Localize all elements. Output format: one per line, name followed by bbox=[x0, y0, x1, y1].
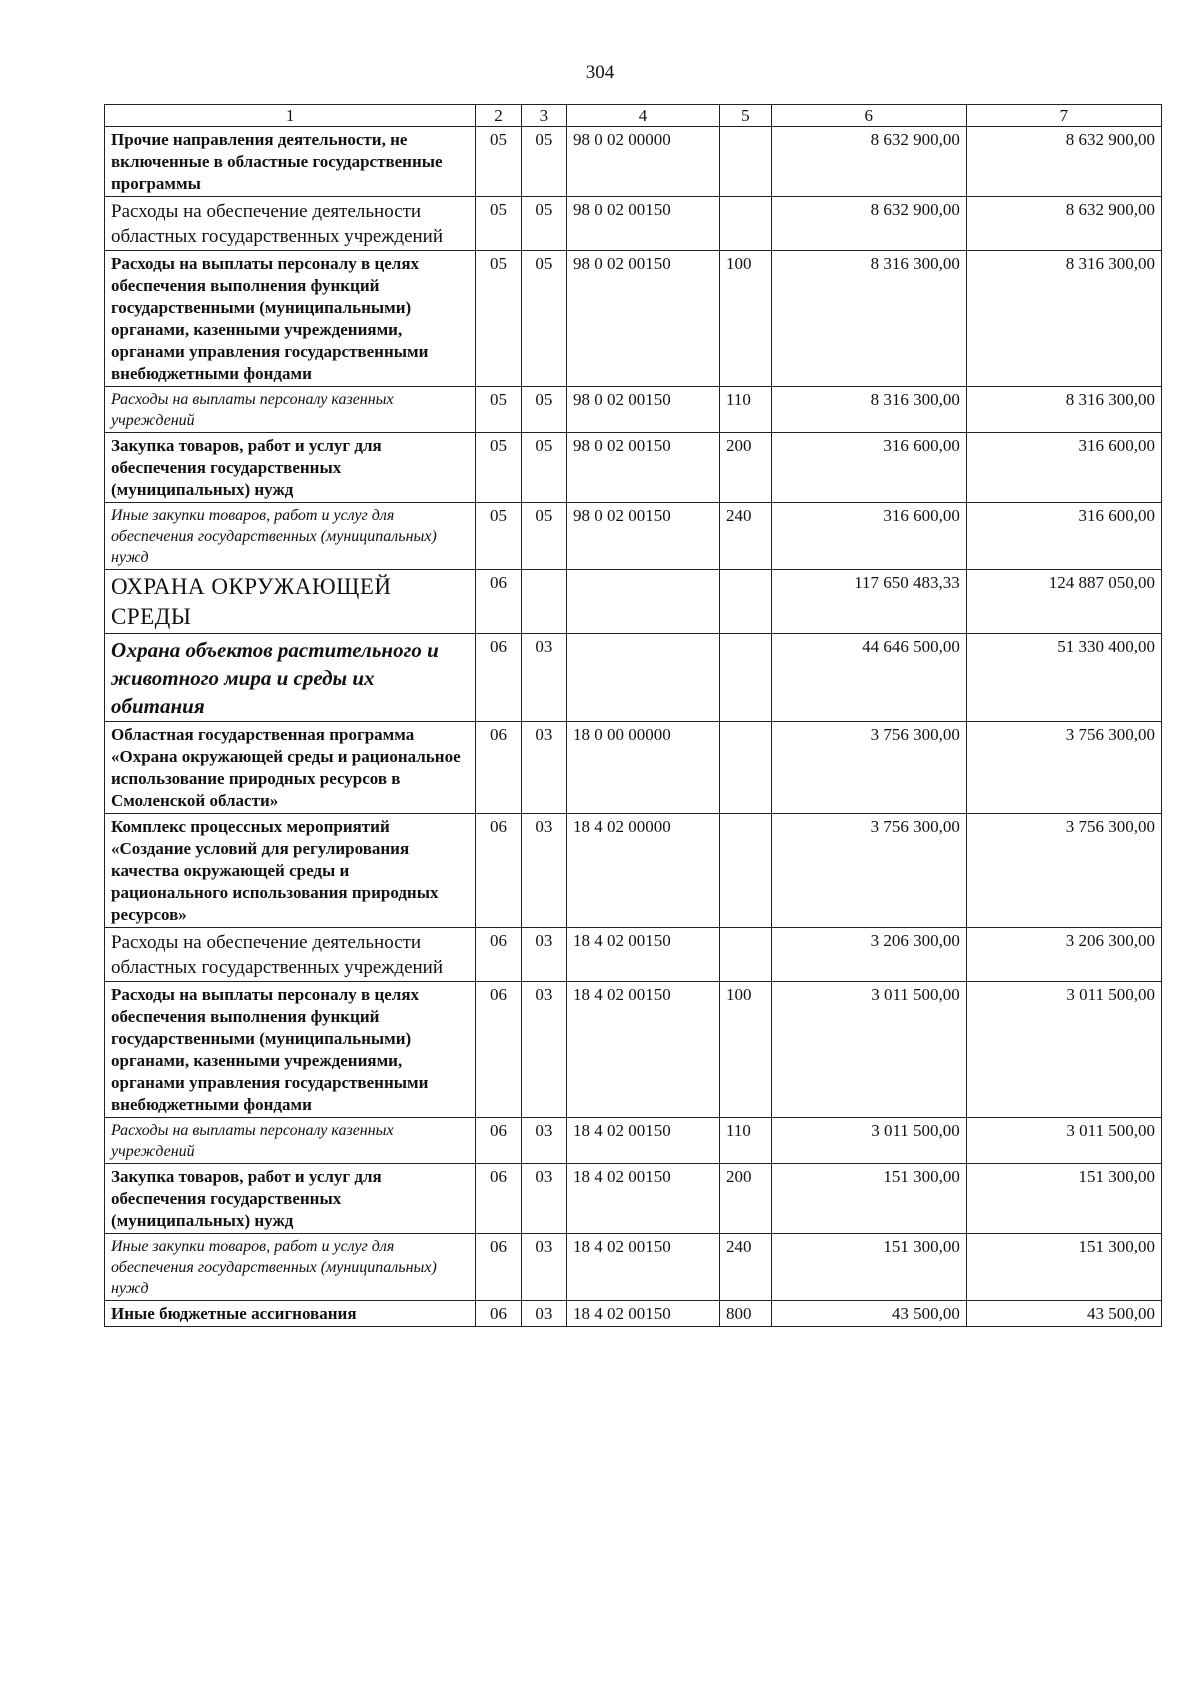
row-name: Иные закупки товаров, работ и услуг для обеспечения государственных (муниципальных) нужд bbox=[105, 503, 476, 570]
col-header-5: 5 bbox=[719, 105, 771, 127]
page-number: 304 bbox=[585, 62, 615, 83]
expense-type-code bbox=[719, 814, 771, 928]
row-name: Закупка товаров, работ и услуг для обеспечения государственных (муниципальных) нужд bbox=[105, 433, 476, 503]
subsection-code: 05 bbox=[521, 387, 566, 433]
amount-year-2: 3 011 500,00 bbox=[966, 982, 1161, 1118]
row-name: Закупка товаров, работ и услуг для обеспечения государственных (муниципальных) нужд bbox=[105, 1164, 476, 1234]
row-name: Расходы на выплаты персоналу в целях обеспечения выполнения функций государственными (муниципальными) органами, казенными учреждениями, органами управления государственными внебюджетными фондами bbox=[105, 982, 476, 1118]
subsection-code: 05 bbox=[521, 251, 566, 387]
table-row bbox=[105, 387, 1162, 433]
target-article-code: 98 0 02 00000 bbox=[567, 127, 720, 197]
table-row bbox=[105, 127, 1162, 197]
target-article-code: 18 4 02 00150 bbox=[567, 1234, 720, 1301]
amount-year-1: 43 500,00 bbox=[771, 1301, 966, 1327]
section-code: 06 bbox=[476, 722, 521, 814]
section-code: 05 bbox=[476, 503, 521, 570]
expense-type-code bbox=[719, 127, 771, 197]
section-code: 06 bbox=[476, 634, 521, 722]
section-code: 05 bbox=[476, 197, 521, 251]
amount-year-2: 151 300,00 bbox=[966, 1234, 1161, 1301]
amount-year-2: 3 206 300,00 bbox=[966, 928, 1161, 982]
expense-type-code: 800 bbox=[719, 1301, 771, 1327]
subsection-code: 03 bbox=[521, 1234, 566, 1301]
amount-year-2: 8 316 300,00 bbox=[966, 251, 1161, 387]
target-article-code: 18 4 02 00150 bbox=[567, 1164, 720, 1234]
row-name: Областная государственная программа «Охрана окружающей среды и рациональное использование природных ресурсов в Смоленской области» bbox=[105, 722, 476, 814]
target-article-code bbox=[567, 570, 720, 634]
table-row bbox=[105, 1118, 1162, 1164]
amount-year-1: 3 206 300,00 bbox=[771, 928, 966, 982]
section-code: 06 bbox=[476, 928, 521, 982]
subsection-code: 03 bbox=[521, 1301, 566, 1327]
amount-year-2: 316 600,00 bbox=[966, 503, 1161, 570]
amount-year-2: 151 300,00 bbox=[966, 1164, 1161, 1234]
target-article-code: 18 4 02 00150 bbox=[567, 1118, 720, 1164]
row-name: Расходы на выплаты персоналу в целях обеспечения выполнения функций государственными (муниципальными) органами, казенными учреждениями, органами управления государственными внебюджетными фондами bbox=[105, 251, 476, 387]
table-body bbox=[105, 127, 1162, 1327]
amount-year-1: 8 316 300,00 bbox=[771, 387, 966, 433]
amount-year-2: 316 600,00 bbox=[966, 433, 1161, 503]
col-header-4: 4 bbox=[567, 105, 720, 127]
amount-year-1: 3 756 300,00 bbox=[771, 814, 966, 928]
amount-year-1: 8 632 900,00 bbox=[771, 127, 966, 197]
section-code: 05 bbox=[476, 433, 521, 503]
table-row bbox=[105, 814, 1162, 928]
amount-year-1: 8 316 300,00 bbox=[771, 251, 966, 387]
amount-year-1: 3 011 500,00 bbox=[771, 1118, 966, 1164]
section-code: 06 bbox=[476, 1118, 521, 1164]
subsection-code: 03 bbox=[521, 814, 566, 928]
table-row bbox=[105, 982, 1162, 1118]
section-code: 05 bbox=[476, 387, 521, 433]
budget-table bbox=[104, 104, 1162, 1327]
table-row bbox=[105, 722, 1162, 814]
amount-year-2: 124 887 050,00 bbox=[966, 570, 1161, 634]
amount-year-1: 117 650 483,33 bbox=[771, 570, 966, 634]
subsection-code: 05 bbox=[521, 197, 566, 251]
amount-year-1: 3 756 300,00 bbox=[771, 722, 966, 814]
target-article-code: 98 0 02 00150 bbox=[567, 197, 720, 251]
target-article-code: 98 0 02 00150 bbox=[567, 433, 720, 503]
row-name: Иные бюджетные ассигнования bbox=[105, 1301, 476, 1327]
amount-year-2: 43 500,00 bbox=[966, 1301, 1161, 1327]
expense-type-code: 100 bbox=[719, 251, 771, 387]
row-name: Комплекс процессных мероприятий «Создание условий для регулирования качества окружающей среды и рационального использования природных ресурсов» bbox=[105, 814, 476, 928]
target-article-code: 98 0 02 00150 bbox=[567, 503, 720, 570]
table-row bbox=[105, 928, 1162, 982]
row-name: Расходы на обеспечение деятельности областных государственных учреждений bbox=[105, 928, 476, 982]
subsection-code: 03 bbox=[521, 1118, 566, 1164]
row-name: Расходы на выплаты персоналу казенных учреждений bbox=[105, 387, 476, 433]
target-article-code: 98 0 02 00150 bbox=[567, 251, 720, 387]
table-row bbox=[105, 433, 1162, 503]
subsection-code: 05 bbox=[521, 127, 566, 197]
table-row bbox=[105, 197, 1162, 251]
target-article-code: 18 0 00 00000 bbox=[567, 722, 720, 814]
target-article-code bbox=[567, 634, 720, 722]
amount-year-2: 8 316 300,00 bbox=[966, 387, 1161, 433]
amount-year-2: 51 330 400,00 bbox=[966, 634, 1161, 722]
row-name: Расходы на выплаты персоналу казенных учреждений bbox=[105, 1118, 476, 1164]
section-code: 05 bbox=[476, 251, 521, 387]
target-article-code: 18 4 02 00150 bbox=[567, 928, 720, 982]
expense-type-code bbox=[719, 722, 771, 814]
col-header-7: 7 bbox=[966, 105, 1161, 127]
section-code: 06 bbox=[476, 570, 521, 634]
expense-type-code bbox=[719, 570, 771, 634]
target-article-code: 98 0 02 00150 bbox=[567, 387, 720, 433]
col-header-1: 1 bbox=[105, 105, 476, 127]
amount-year-1: 44 646 500,00 bbox=[771, 634, 966, 722]
subsection-code: 03 bbox=[521, 1164, 566, 1234]
subsection-code bbox=[521, 570, 566, 634]
col-header-2: 2 bbox=[476, 105, 521, 127]
subsection-code: 03 bbox=[521, 928, 566, 982]
section-code: 06 bbox=[476, 814, 521, 928]
col-header-3: 3 bbox=[521, 105, 566, 127]
table-row bbox=[105, 1234, 1162, 1301]
section-code: 06 bbox=[476, 1301, 521, 1327]
subsection-code: 03 bbox=[521, 982, 566, 1118]
expense-type-code: 240 bbox=[719, 503, 771, 570]
amount-year-1: 151 300,00 bbox=[771, 1234, 966, 1301]
amount-year-1: 3 011 500,00 bbox=[771, 982, 966, 1118]
target-article-code: 18 4 02 00150 bbox=[567, 1301, 720, 1327]
section-code: 06 bbox=[476, 1164, 521, 1234]
target-article-code: 18 4 02 00000 bbox=[567, 814, 720, 928]
table-row bbox=[105, 503, 1162, 570]
amount-year-1: 316 600,00 bbox=[771, 503, 966, 570]
table-row bbox=[105, 634, 1162, 722]
expense-type-code bbox=[719, 928, 771, 982]
row-name: Прочие направления деятельности, не включенные в областные государственные программы bbox=[105, 127, 476, 197]
table-row bbox=[105, 251, 1162, 387]
expense-type-code bbox=[719, 197, 771, 251]
expense-type-code: 110 bbox=[719, 387, 771, 433]
subsection-code: 03 bbox=[521, 634, 566, 722]
section-code: 06 bbox=[476, 982, 521, 1118]
amount-year-1: 8 632 900,00 bbox=[771, 197, 966, 251]
row-name: Иные закупки товаров, работ и услуг для обеспечения государственных (муниципальных) нужд bbox=[105, 1234, 476, 1301]
expense-type-code bbox=[719, 634, 771, 722]
target-article-code: 18 4 02 00150 bbox=[567, 982, 720, 1118]
expense-type-code: 200 bbox=[719, 433, 771, 503]
expense-type-code: 200 bbox=[719, 1164, 771, 1234]
row-name: ОХРАНА ОКРУЖАЮЩЕЙ СРЕДЫ bbox=[105, 570, 476, 634]
section-code: 06 bbox=[476, 1234, 521, 1301]
amount-year-2: 8 632 900,00 bbox=[966, 197, 1161, 251]
subsection-code: 05 bbox=[521, 503, 566, 570]
subsection-code: 05 bbox=[521, 433, 566, 503]
table-row bbox=[105, 1164, 1162, 1234]
amount-year-1: 316 600,00 bbox=[771, 433, 966, 503]
col-header-6: 6 bbox=[771, 105, 966, 127]
expense-type-code: 240 bbox=[719, 1234, 771, 1301]
table-row bbox=[105, 570, 1162, 634]
subsection-code: 03 bbox=[521, 722, 566, 814]
row-name: Расходы на обеспечение деятельности областных государственных учреждений bbox=[105, 197, 476, 251]
row-name: Охрана объектов растительного и животного мира и среды их обитания bbox=[105, 634, 476, 722]
amount-year-1: 151 300,00 bbox=[771, 1164, 966, 1234]
table-row bbox=[105, 1301, 1162, 1327]
expense-type-code: 110 bbox=[719, 1118, 771, 1164]
section-code: 05 bbox=[476, 127, 521, 197]
expense-type-code: 100 bbox=[719, 982, 771, 1118]
amount-year-2: 3 756 300,00 bbox=[966, 814, 1161, 928]
amount-year-2: 8 632 900,00 bbox=[966, 127, 1161, 197]
amount-year-2: 3 011 500,00 bbox=[966, 1118, 1161, 1164]
amount-year-2: 3 756 300,00 bbox=[966, 722, 1161, 814]
header-row bbox=[105, 105, 1162, 127]
